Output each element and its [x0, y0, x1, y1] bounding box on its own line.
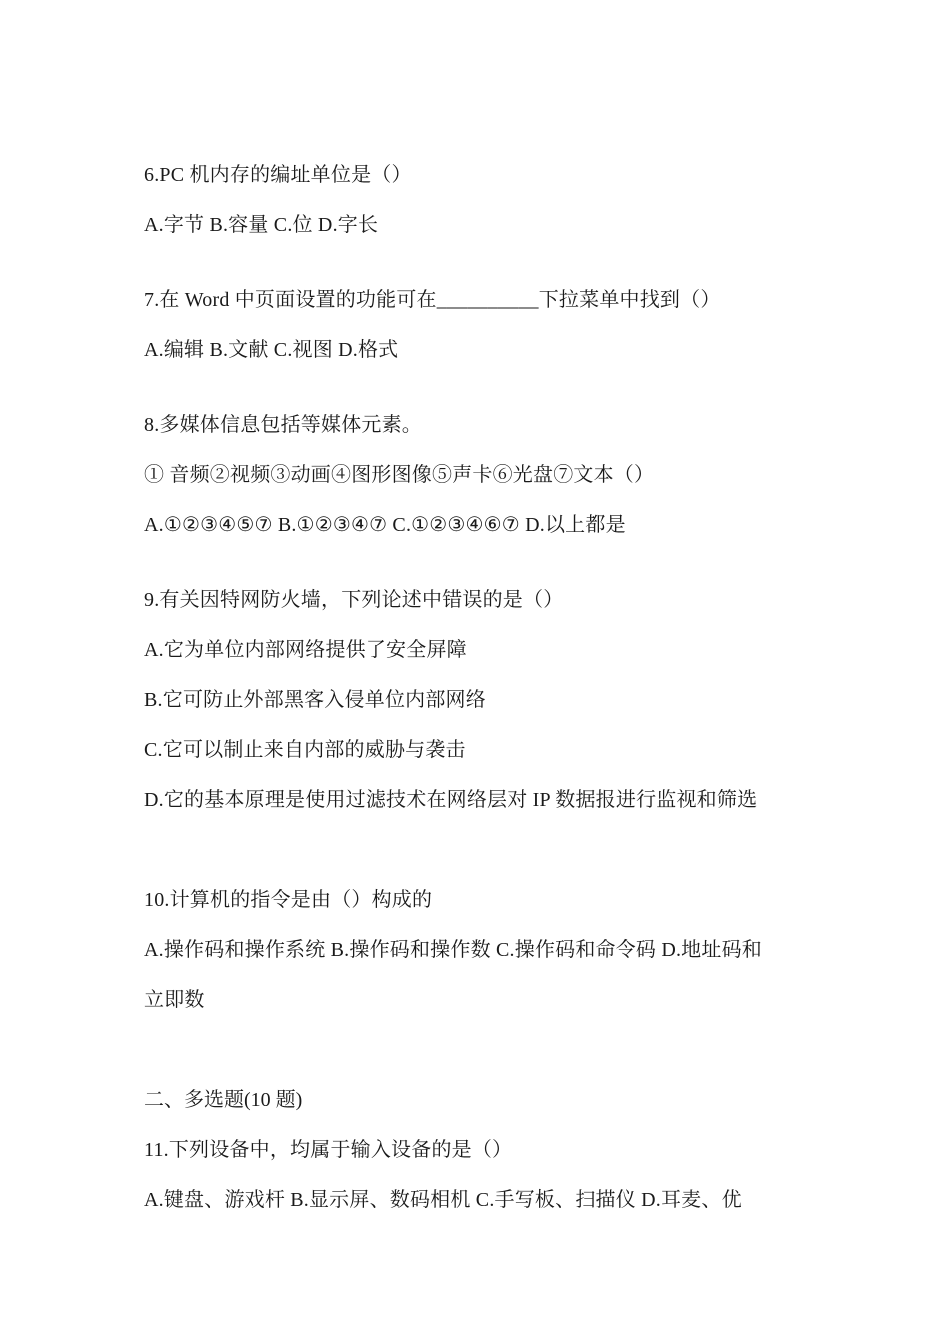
question-8-stem: 8.多媒体信息包括等媒体元素。	[144, 414, 422, 436]
question-9-option-d: D.它的基本原理是使用过滤技术在网络层对 IP 数据报进行监视和筛选	[144, 789, 758, 811]
spacer	[144, 550, 824, 575]
question-9-stem: 9.有关因特网防火墙，下列论述中错误的是（）	[144, 589, 564, 611]
question-10-options-line2: 立即数	[144, 989, 205, 1011]
question-10-stem: 10.计算机的指令是由（）构成的	[144, 889, 433, 911]
section-2-title: 二、多选题(10 题)	[144, 1089, 303, 1111]
question-9-option-b: B.它可防止外部黑客入侵单位内部网络	[144, 689, 486, 711]
question-6-options: A.字节 B.容量 C.位 D.字长	[144, 214, 379, 236]
question-11-options-line1: A.键盘、游戏杆 B.显示屏、数码相机 C.手写板、扫描仪 D.耳麦、优	[144, 1189, 742, 1211]
question-7-options: A.编辑 B.文献 C.视图 D.格式	[144, 339, 399, 361]
question-9-option-c: C.它可以制止来自内部的威胁与袭击	[144, 739, 466, 761]
spacer	[144, 375, 824, 400]
spacer	[144, 250, 824, 275]
question-9-option-a: A.它为单位内部网络提供了安全屏障	[144, 639, 467, 661]
spacer	[144, 1025, 824, 1075]
question-6-stem: 6.PC 机内存的编址单位是（）	[144, 164, 412, 186]
question-8-items: ① 音频②视频③动画④图形图像⑤声卡⑥光盘⑦文本（）	[144, 464, 655, 486]
question-11-stem: 11.下列设备中，均属于输入设备的是（）	[144, 1139, 513, 1161]
question-10-options-line1: A.操作码和操作系统 B.操作码和操作数 C.操作码和命令码 D.地址码和	[144, 939, 762, 961]
question-7-stem: 7.在 Word 中页面设置的功能可在__________下拉菜单中找到（）	[144, 289, 721, 311]
document-page	[144, 150, 824, 1225]
question-8-options: A.①②③④⑤⑦ B.①②③④⑦ C.①②③④⑥⑦ D.以上都是	[144, 514, 626, 536]
spacer	[144, 825, 824, 875]
